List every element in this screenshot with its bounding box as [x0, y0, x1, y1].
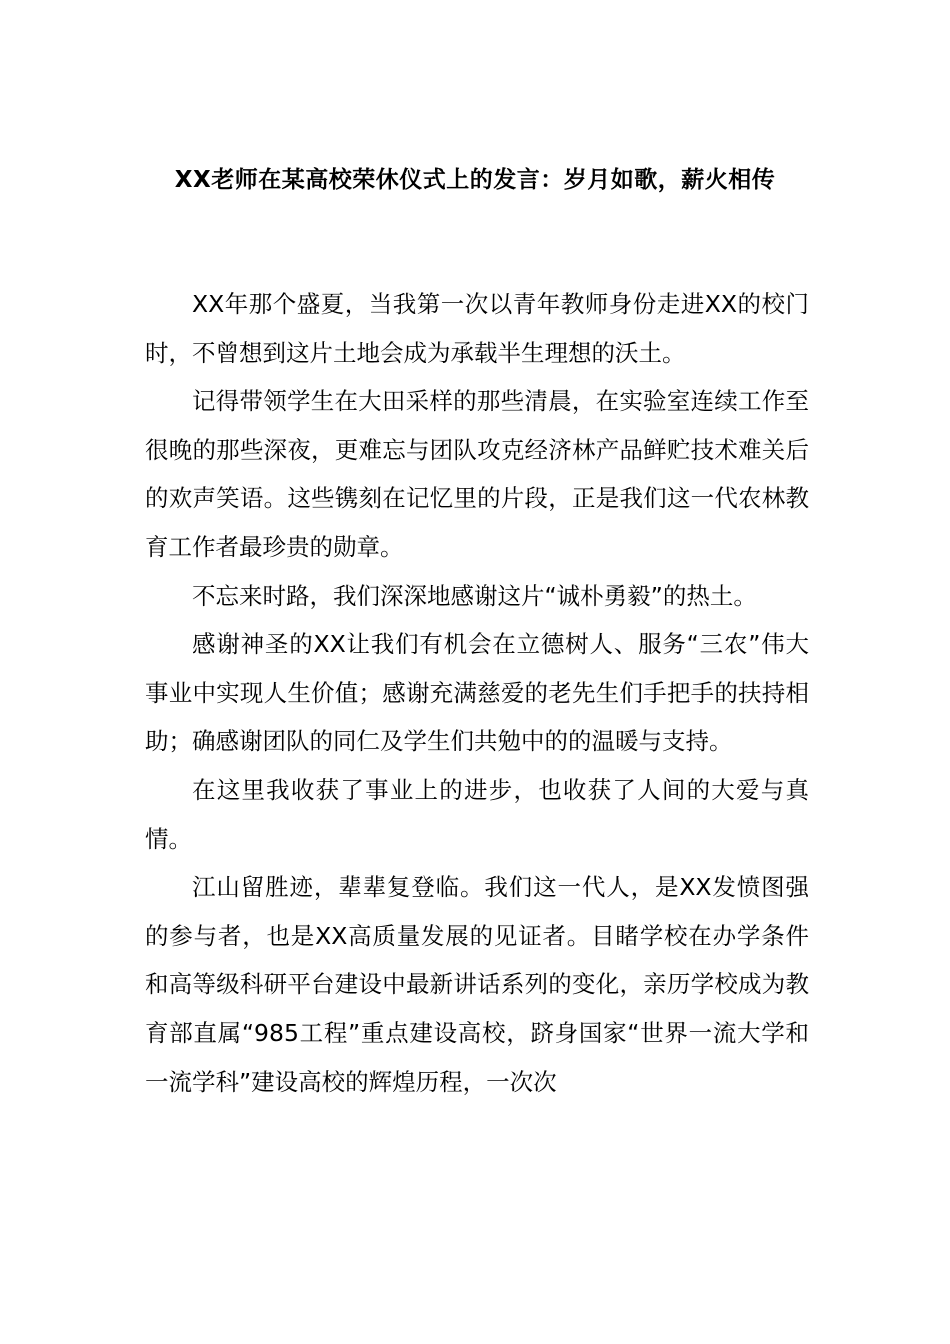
paragraph-5: 在这里我收获了事业上的进步，也收获了人间的大爱与真情。	[145, 775, 809, 853]
paragraph-6: 江山留胜迹，辈辈复登临。我们这一代人，是XX发愤图强的参与者，也是XX高质量发展的见证者。目睹学校在办学条件和高等级科研平台建设中最新讲话系列的变化，亲历学校成为教育部直属“985工程”重点建设高校，跻身国家“世界一流大学和一流学科”建设高校的辉煌历程，一次次	[145, 873, 809, 1096]
paragraph-4: 感谢神圣的XX让我们有机会在立德树人、服务“三农”伟大事业中实现人生价值；感谢充满慈爱的老先生们手把手的扶持相助；确感谢团队的同仁及学生们共勉中的的温暖与支持。	[145, 630, 809, 756]
paragraph-1: XX年那个盛夏，当我第一次以青年教师身份走进XX的校门时，不曾想到这片土地会成为承载半生理想的沃土。	[145, 290, 809, 367]
paragraph-3: 不忘来时路，我们深深地感谢这片“诚朴勇毅”的热土。	[192, 581, 757, 610]
paragraph-2: 记得带领学生在大田采样的那些清晨，在实验室连续工作至很晚的那些深夜，更难忘与团队攻克经济林产品鲜贮技术难关后的欢声笑语。这些镌刻在记忆里的片段，正是我们这一代农林教育工作者最珍贵的勋章。	[145, 387, 809, 561]
document-body	[145, 280, 809, 1106]
document-title: XX老师在某高校荣休仪式上的发言：岁月如歌，薪火相传	[174, 167, 776, 193]
